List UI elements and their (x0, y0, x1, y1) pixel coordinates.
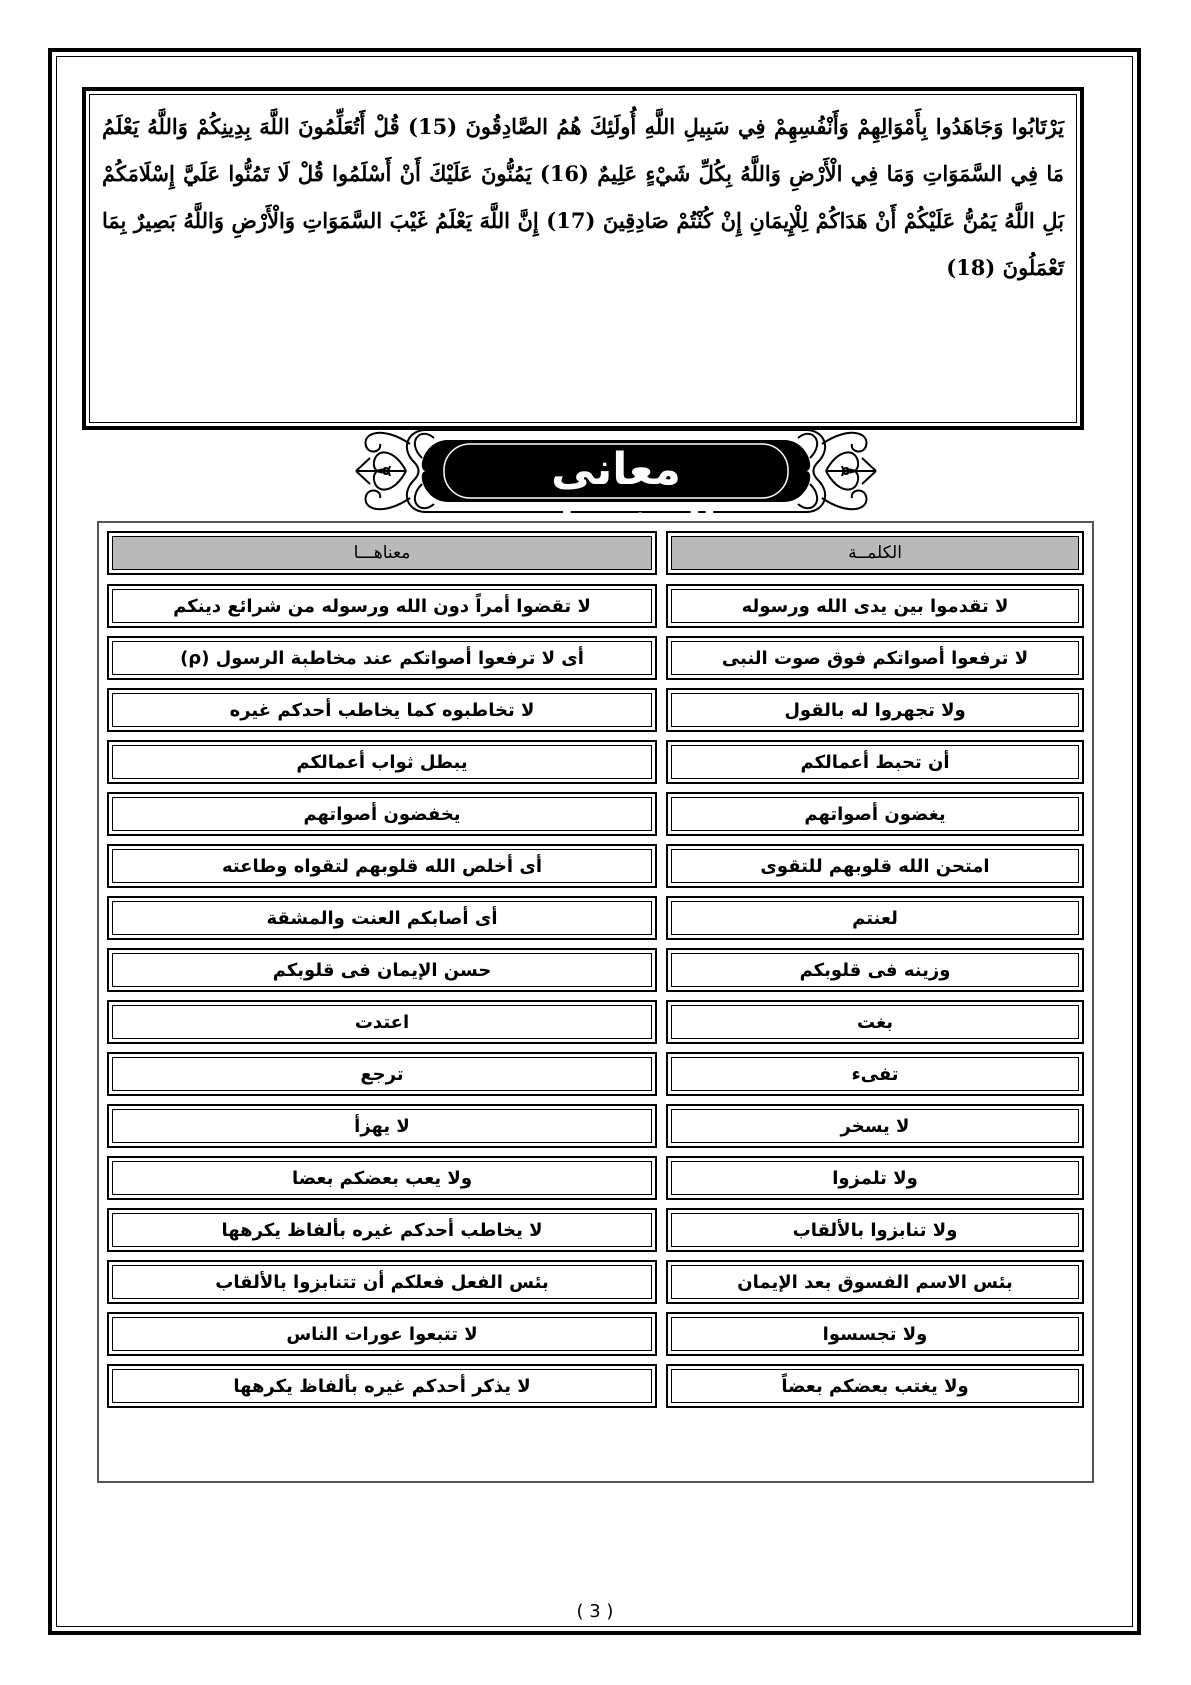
table-row (107, 1156, 1084, 1200)
word-cell: ولا تجسسوا (666, 1312, 1084, 1356)
header-word: الكلمــة (666, 531, 1084, 575)
table-row (107, 740, 1084, 784)
table-row (107, 1000, 1084, 1044)
verse-text: يَرْتَابُوا وَجَاهَدُوا بِأَمْوَالِهِمْ وَأَنْفُسِهِمْ فِي سَبِيلِ اللَّهِ أُولَئِكَ هُمُ الصَّادِقُونَ (15) قُلْ أَتُعَلِّمُونَ اللَّهَ بِدِينِكُمْ وَاللَّهُ يَعْلَمُ مَا فِي السَّمَوَاتِ وَمَا فِي الْأَرْضِ وَاللَّهُ بِكُلِّ شَيْءٍ عَلِيمٌ (16) يَمُنُّونَ عَلَيْكَ أَنْ أَسْلَمُوا قُلْ لَا تَمُنُّوا عَلَيَّ إِسْلَامَكُمْ بَلِ اللَّهُ يَمُنُّ عَلَيْكُمْ أَنْ هَدَاكُمْ لِلْإِيمَانِ إِنْ كُنْتُمْ صَادِقِينَ (17) إِنَّ اللَّهَ يَعْلَمُ غَيْبَ السَّمَوَاتِ وَالْأَرْضِ وَاللَّهُ بَصِيرٌ بِمَا تَعْمَلُونَ (18) (102, 114, 1064, 280)
meaning-cell: لا تخاطبوه كما يخاطب أحدكم غيره (107, 688, 657, 732)
meaning-cell: ترجع (107, 1052, 657, 1096)
page-number: ( 3 ) (576, 1601, 614, 1622)
word-cell: لا يسخر (666, 1104, 1084, 1148)
table-row (107, 844, 1084, 888)
meaning-cell: بئس الفعل فعلكم أن تتنابزوا بالألقاب (107, 1260, 657, 1304)
meaning-cell: أى لا ترفعوا أصواتكم عند مخاطبة الرسول (ρ) (107, 636, 657, 680)
word-cell: ولا تنابزوا بالألقاب (666, 1208, 1084, 1252)
word-cell: يغضون أصواتهم (666, 792, 1084, 836)
table-row (107, 584, 1084, 628)
table-row (107, 1104, 1084, 1148)
meaning-cell: ولا يعب بعضكم بعضا (107, 1156, 657, 1200)
word-cell: لعنتم (666, 896, 1084, 940)
meaning-cell: لا يذكر أحدكم غيره بألفاظ يكرهها (107, 1364, 657, 1408)
table-row (107, 792, 1084, 836)
word-cell: بغت (666, 1000, 1084, 1044)
word-cell: لا ترفعوا أصواتكم فوق صوت النبى (666, 636, 1084, 680)
table-row (107, 896, 1084, 940)
word-cell: أن تحبط أعمالكم (666, 740, 1084, 784)
verse-box (82, 87, 1084, 430)
word-cell: ولا يغتب بعضكم بعضاً (666, 1364, 1084, 1408)
meaning-cell: حسن الإيمان فى قلوبكم (107, 948, 657, 992)
word-cell: وزينه فى قلوبكم (666, 948, 1084, 992)
table-row (107, 948, 1084, 992)
meaning-cell: أى أصابكم العنت والمشقة (107, 896, 657, 940)
section-title: معانى (551, 444, 681, 495)
table-row (107, 1208, 1084, 1252)
section-title-banner (336, 418, 896, 524)
header-meaning: معناهـــا (107, 531, 657, 575)
word-cell: بئس الاسم الفسوق بعد الإيمان (666, 1260, 1084, 1304)
meaning-cell: لا يهزأ (107, 1104, 657, 1148)
meaning-cell: لا يخاطب أحدكم غيره بألفاظ يكرهها (107, 1208, 657, 1252)
table-row (107, 1364, 1084, 1408)
meaning-cell: لا تتبعوا عورات الناس (107, 1312, 657, 1356)
meaning-cell: يبطل ثواب أعمالكم (107, 740, 657, 784)
table-header-row (107, 531, 1084, 575)
table-row (107, 1260, 1084, 1304)
vocabulary-table (97, 521, 1094, 1483)
meaning-cell: اعتدت (107, 1000, 657, 1044)
table-row (107, 1312, 1084, 1356)
word-cell: ولا تلمزوا (666, 1156, 1084, 1200)
table-row (107, 1052, 1084, 1096)
word-cell: امتحن الله قلوبهم للتقوى (666, 844, 1084, 888)
meaning-cell: لا تقضوا أمراً دون الله ورسوله من شرائع دينكم (107, 584, 657, 628)
meaning-cell: أى أخلص الله قلوبهم لتقواه وطاعته (107, 844, 657, 888)
meaning-cell: يخفضون أصواتهم (107, 792, 657, 836)
table-row (107, 688, 1084, 732)
word-cell: لا تقدموا بين يدى الله ورسوله (666, 584, 1084, 628)
word-cell: ولا تجهروا له بالقول (666, 688, 1084, 732)
table-row (107, 636, 1084, 680)
word-cell: تفىء (666, 1052, 1084, 1096)
